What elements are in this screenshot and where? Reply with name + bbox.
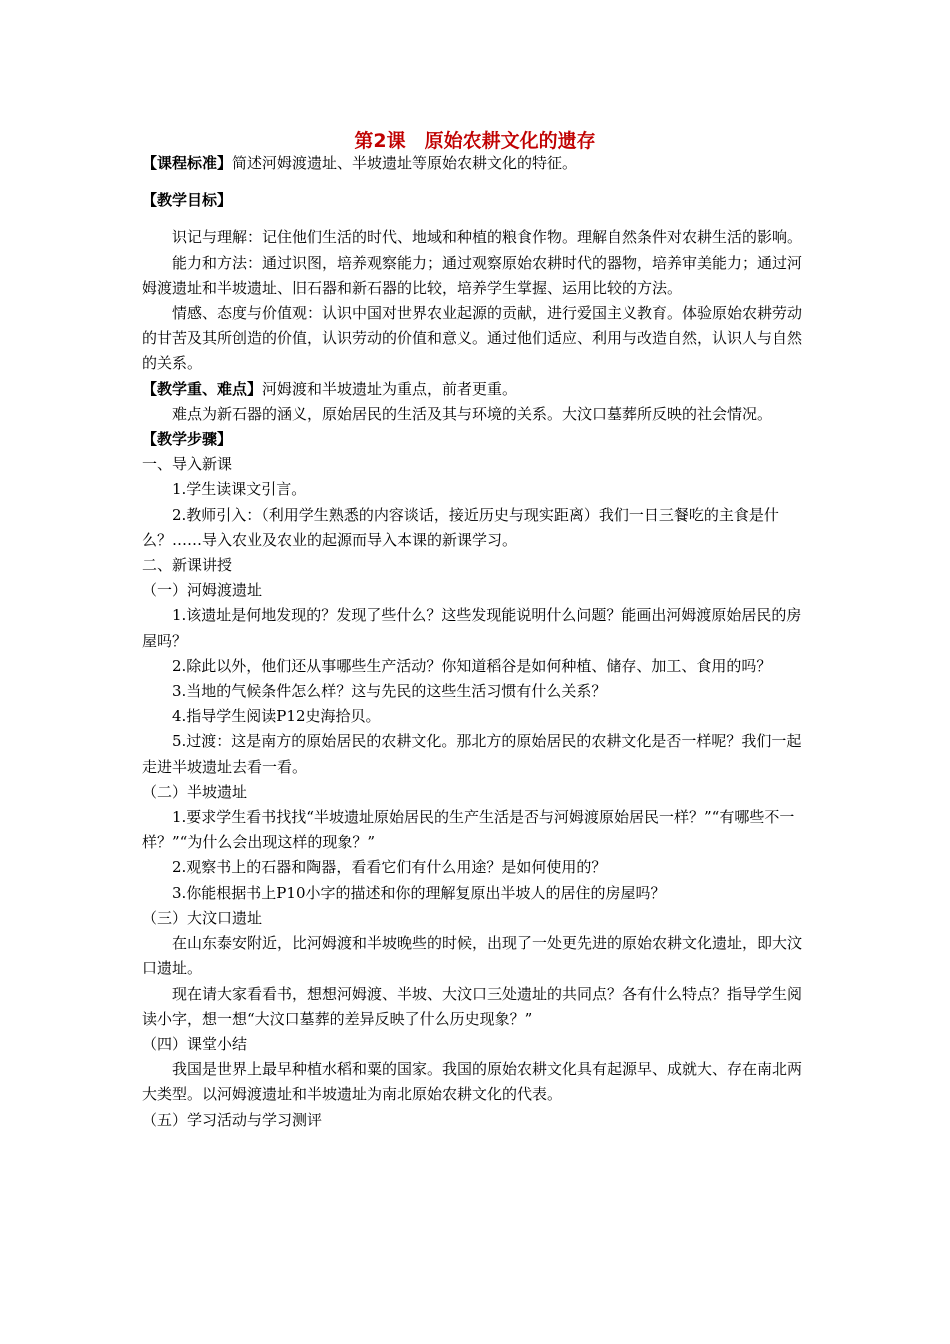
goals-paragraph: 能力和方法：通过识图，培养观察能力；通过观察原始农耕时代的器物，培养审美能力；通过河姆渡遗址和半坡遗址、旧石器和新石器的比较，培养学生掌握、运用比较的方法。 — [142, 253, 803, 297]
step-item: 1.该遗址是何地发现的？发现了些什么？这些发现能说明什么问题？能画出河姆渡原始居民的房屋吗？ — [142, 606, 802, 650]
step-item: 4.指导学生阅读P12史海拾贝。 — [172, 707, 381, 726]
step-item: 现在请大家看看书，想想河姆渡、半坡、大汶口三处遗址的共同点？各有什么特点？指导学生阅读小字，想一想“大汶口墓葬的差异反映了什么历史现象？” — [142, 984, 803, 1028]
document-body — [142, 151, 808, 1133]
step-item: 我国是世界上最早种植水稻和粟的国家。我国的原始农耕文化具有起源早、成就大、存在南北两大类型。以河姆渡遗址和半坡遗址为南北原始农耕文化的代表。 — [142, 1060, 803, 1104]
step-item: 2.除此以外，他们还从事哪些生产活动？你知道稻谷是如何种植、储存、加工、食用的吗？ — [172, 656, 772, 675]
standard-paragraph — [142, 151, 808, 176]
step-item: 3.你能根据书上P10小字的描述和你的理解复原出半坡人的居住的房屋吗？ — [172, 883, 666, 902]
page-title: 第2课 原始农耕文化的遗存 — [354, 130, 596, 152]
standard-label: 【课程标准】 — [142, 154, 233, 172]
step-item: 3.当地的气候条件怎么样？这与先民的这些生活习惯有什么关系？ — [172, 682, 607, 701]
step-item: 在山东泰安附近，比河姆渡和半坡晚些的时候，出现了一处更先进的原始农耕文化遗址，即大汶口遗址。 — [142, 934, 803, 978]
key-paragraph — [142, 377, 808, 402]
goals-paragraph: 情感、态度与价值观：认识中国对世界农业起源的贡献，进行爱国主义教育。体验原始农耕劳动的甘苦及其所创造的价值，认识劳动的价值和意义。通过他们适应、利用与改造自然，认识人与自然的关系。 — [142, 304, 803, 373]
subsection-heading: （五）学习活动与学习测评 — [142, 1110, 323, 1129]
section-heading: 二、新课讲授 — [142, 556, 233, 575]
steps-label: 【教学步骤】 — [142, 430, 233, 449]
step-item: 2.教师引入：（利用学生熟悉的内容谈话，接近历史与现实距离）我们一日三餐吃的主食是什么？……导入农业及农业的起源而导入本课的新课学习。 — [142, 505, 779, 549]
key-text: 河姆渡和半坡遗址为重点，前者更重。 — [262, 379, 518, 398]
key-paragraph-2: 难点为新石器的涵义，原始居民的生活及其与环境的关系。大汶口墓葬所反映的社会情况。 — [172, 404, 773, 423]
step-item: 2.观察书上的石器和陶器，看看它们有什么用途？是如何使用的？ — [172, 858, 607, 877]
subsection-heading: （四）课堂小结 — [142, 1034, 248, 1053]
key-label: 【教学重、难点】 — [142, 379, 263, 398]
step-item: 5.过渡：这是南方的原始居民的农耕文化。那北方的原始居民的农耕文化是否一样呢？我们一起走进半坡遗址去看一看。 — [142, 732, 802, 776]
subsection-heading: （三）大汶口遗址 — [142, 908, 263, 927]
goals-paragraph: 识记与理解：记住他们生活的时代、地域和种植的粮食作物。理解自然条件对农耕生活的影响。 — [172, 228, 803, 247]
step-item: 1.要求学生看书找找“半坡遗址原始居民的生产生活是否与河姆渡原始居民一样？”“有哪些不一样？”“为什么会出现这样的现象？” — [142, 808, 795, 852]
subsection-heading: （二）半坡遗址 — [142, 782, 248, 801]
standard-text: 简述河姆渡遗址、半坡遗址等原始农耕文化的特征。 — [232, 154, 578, 172]
subsection-heading: （一）河姆渡遗址 — [142, 581, 263, 600]
section-heading: 一、导入新课 — [142, 455, 233, 474]
goals-label: 【教学目标】 — [142, 191, 233, 210]
step-item: 1.学生读课文引言。 — [172, 480, 307, 499]
